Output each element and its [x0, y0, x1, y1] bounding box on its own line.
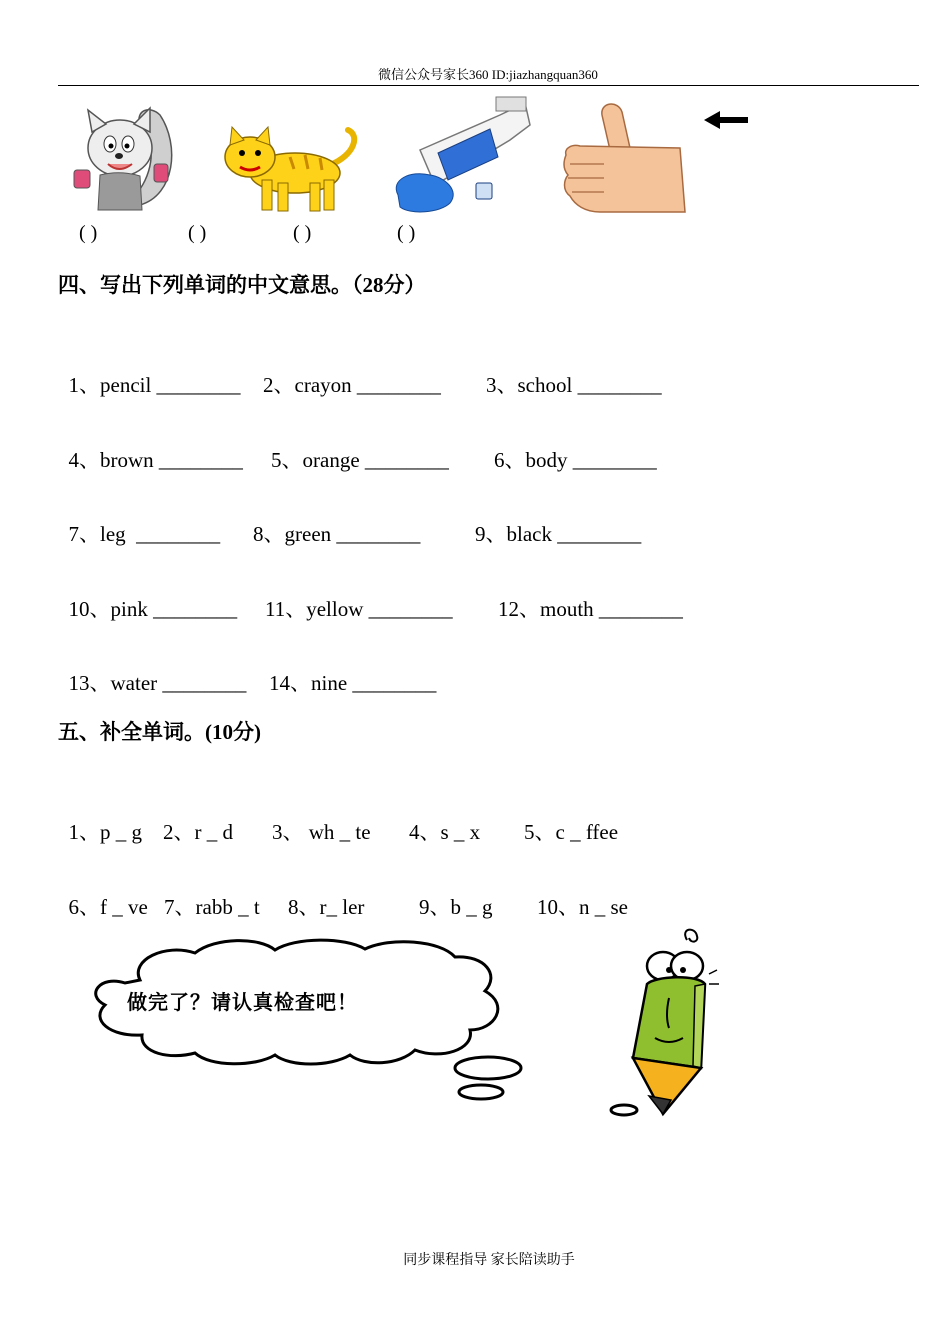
fill-item[interactable]: 6、f _ ve — [68, 895, 148, 919]
vocab-item[interactable]: 10、pink ________ — [68, 597, 238, 621]
thought-bubble — [80, 935, 530, 1120]
fill-item[interactable]: 7、rabb _ t — [164, 895, 260, 919]
vocab-row — [58, 568, 683, 623]
page-header: 微信公众号家长360 ID:jiazhangquan360 — [378, 67, 598, 82]
answer-slot[interactable]: ( ) — [293, 222, 312, 244]
fill-item[interactable]: 8、r_ ler — [288, 895, 365, 919]
page-footer: 同步课程指导 家长陪读助手 — [403, 1253, 575, 1268]
fill-item[interactable]: 9、b _ g — [419, 895, 493, 919]
pencil-character — [625, 928, 725, 1118]
vocab-row — [58, 493, 642, 548]
bubble-text: 做完了？请认真检查吧！ — [127, 990, 358, 1014]
vocab-item[interactable]: 4、brown ________ — [68, 448, 243, 472]
vocab-row — [58, 419, 657, 474]
vocab-item[interactable]: 13、water ________ — [68, 671, 247, 695]
fill-item[interactable]: 3、 wh _ te — [272, 820, 371, 844]
vocab-item[interactable]: 14、nine ________ — [269, 671, 437, 695]
vocab-item[interactable]: 7、leg ________ — [68, 522, 221, 546]
answer-slot[interactable]: ( ) — [79, 222, 98, 244]
vocab-item[interactable]: 2、crayon ________ — [263, 373, 441, 397]
section-4-title: 四、写出下列单词的中文意思。（28分） — [58, 273, 426, 297]
answer-slot[interactable]: ( ) — [397, 222, 416, 244]
answer-slot[interactable]: ( ) — [188, 222, 207, 244]
fill-item[interactable]: 10、n _ se — [537, 895, 628, 919]
fill-row — [58, 791, 619, 846]
vocab-row — [58, 344, 662, 399]
vocab-item[interactable]: 9、black ________ — [475, 522, 642, 546]
vocab-item[interactable]: 5、orange ________ — [271, 448, 449, 472]
section-5-title: 五、补全单词。(10分) — [58, 720, 261, 744]
vocab-row — [58, 642, 437, 697]
fill-item[interactable]: 4、s _ x — [409, 820, 481, 844]
vocab-item[interactable]: 1、pencil ________ — [68, 373, 241, 397]
toothpaste-picture — [390, 95, 535, 217]
vocab-item[interactable]: 8、green ________ — [253, 522, 421, 546]
left-arrow-icon — [702, 109, 750, 131]
cat-picture — [210, 125, 370, 217]
fill-item[interactable]: 5、c _ ffee — [524, 820, 619, 844]
vocab-item[interactable]: 11、yellow ________ — [265, 597, 453, 621]
fill-item[interactable]: 1、p _ g — [68, 820, 142, 844]
vocab-item[interactable]: 6、body ________ — [494, 448, 657, 472]
vocab-item[interactable]: 3、school ________ — [486, 373, 662, 397]
vocab-item[interactable]: 12、mouth ________ — [498, 597, 683, 621]
fill-item[interactable]: 2、r _ d — [163, 820, 233, 844]
squirrel-picture — [70, 100, 180, 215]
thumbs-up-picture — [560, 100, 690, 215]
fill-row — [58, 866, 628, 921]
header-rule — [58, 85, 919, 86]
